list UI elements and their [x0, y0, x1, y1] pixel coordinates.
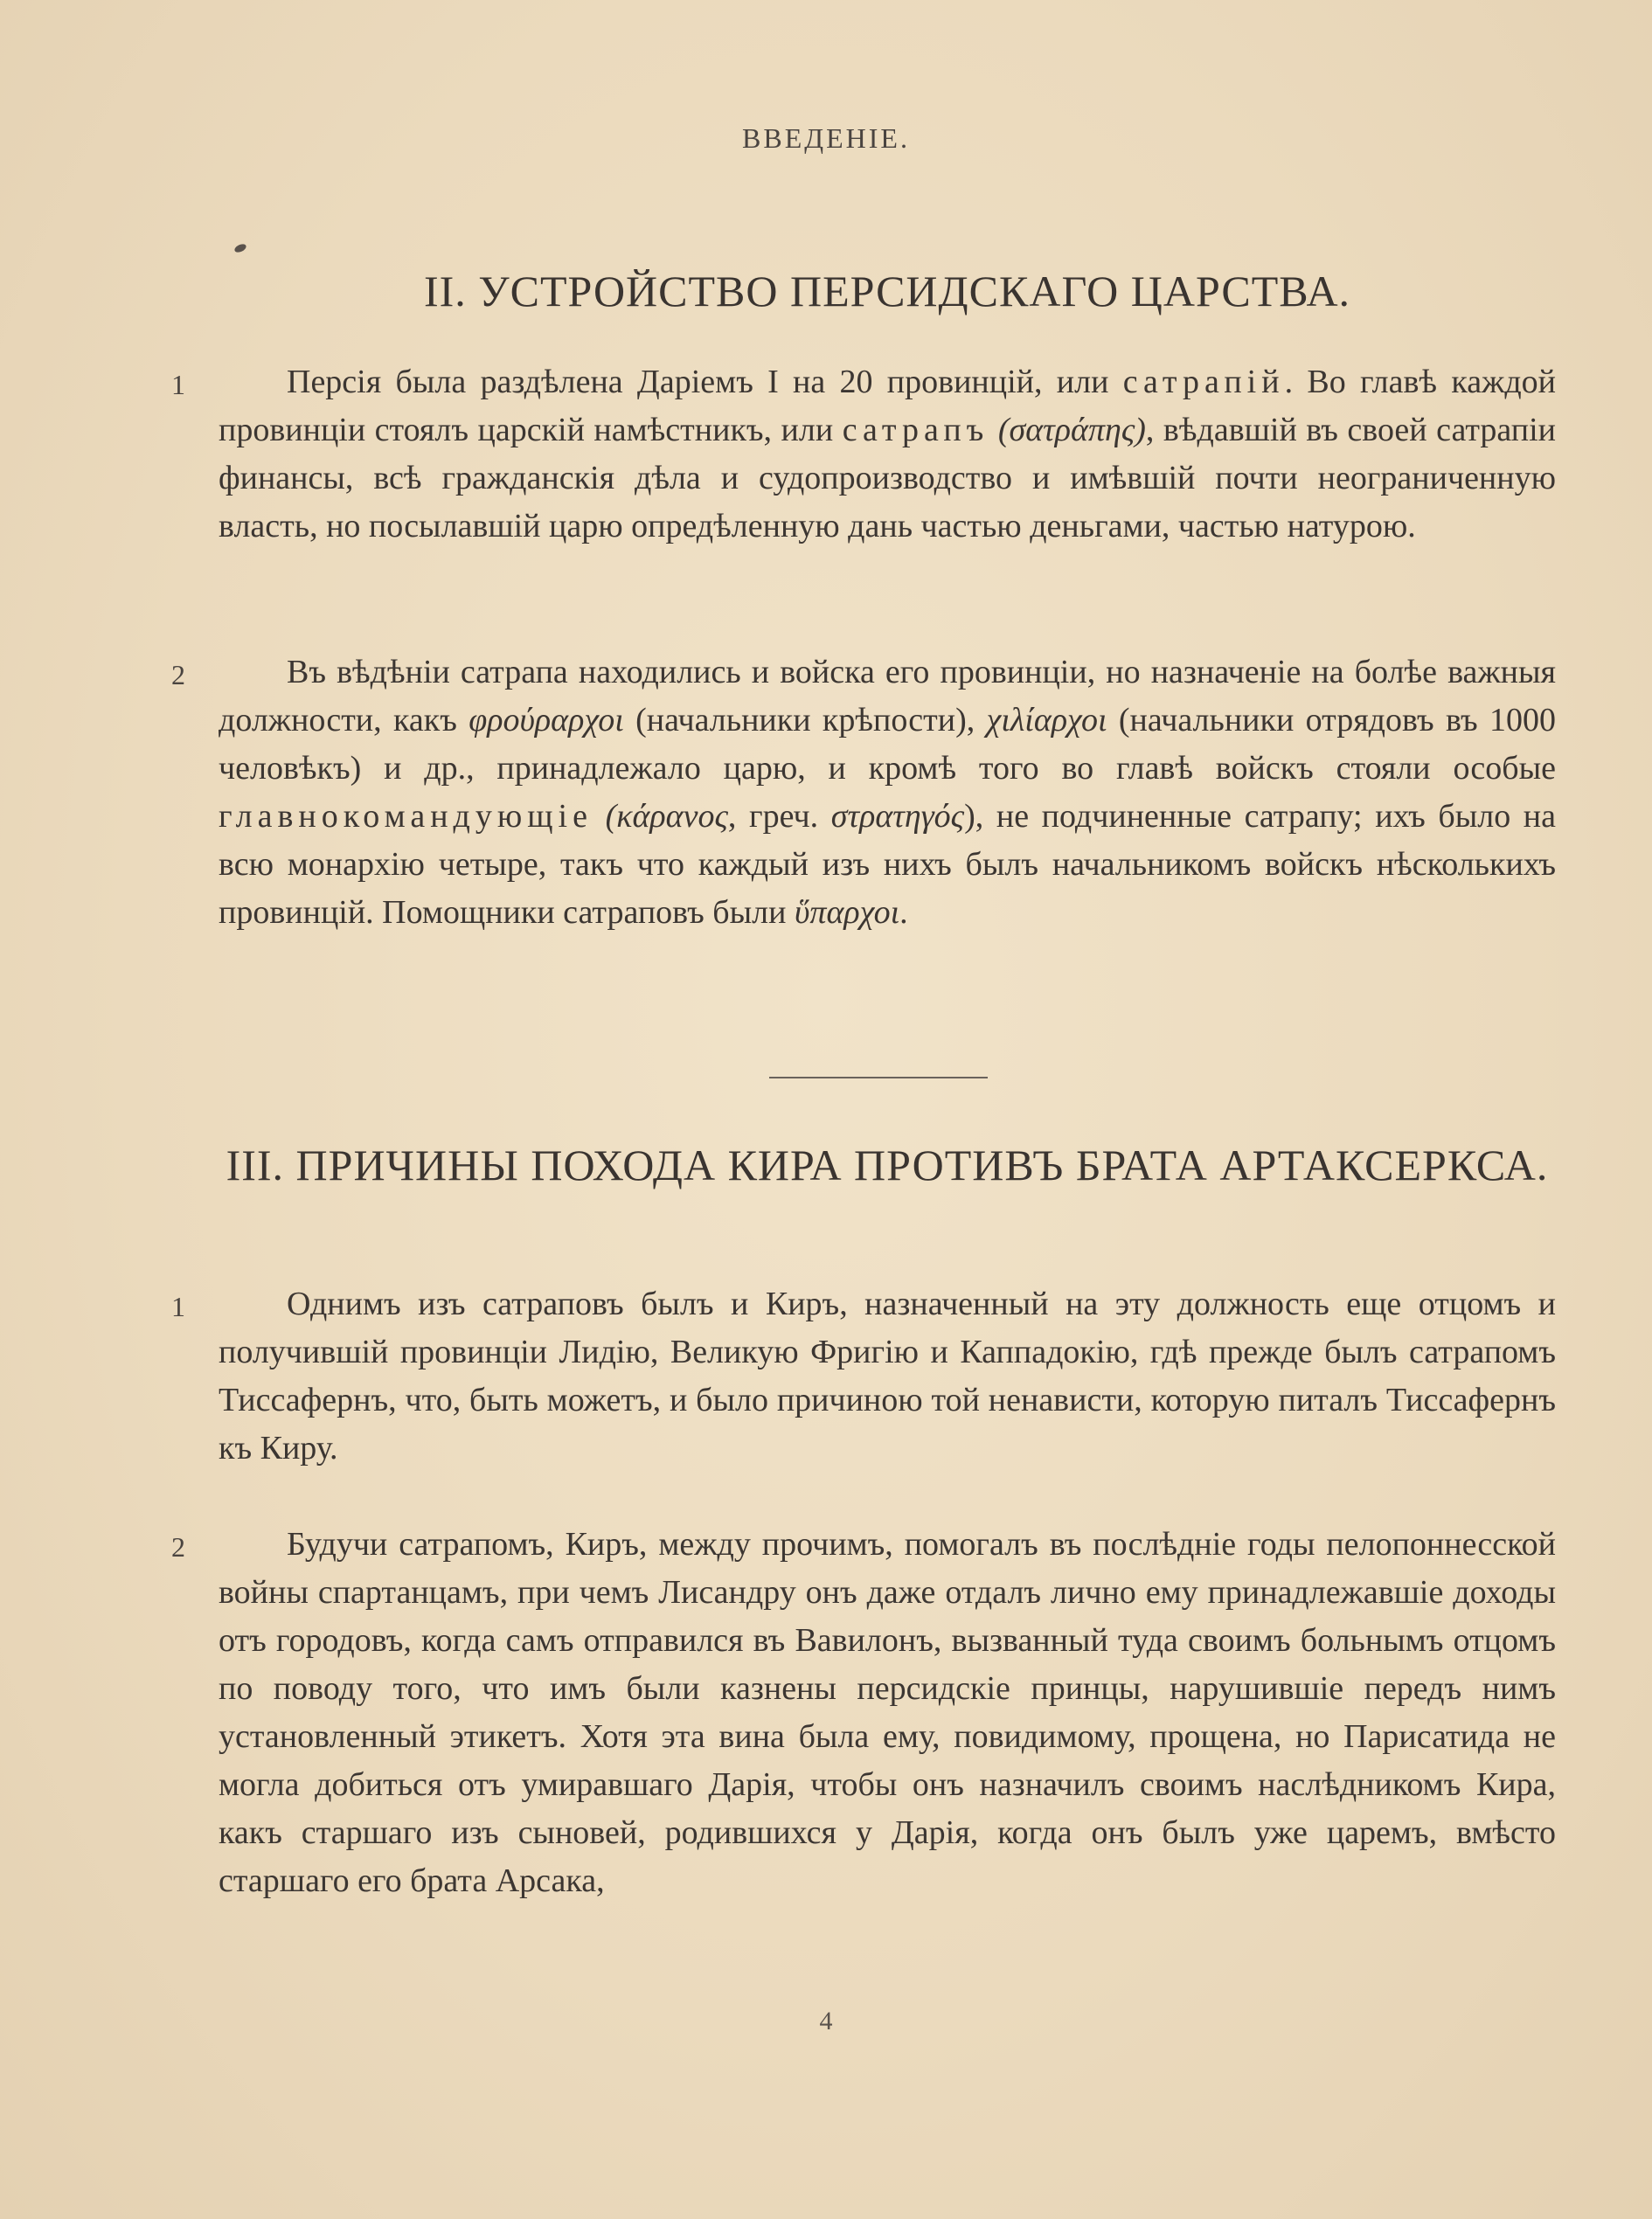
greek-term: ὕπαρχοι — [794, 894, 900, 931]
text-run: . — [899, 894, 908, 931]
section-2-paragraph-1 — [219, 358, 1556, 551]
text-run — [989, 412, 998, 448]
paragraph-number: 1 — [171, 1291, 185, 1322]
section-2-paragraph-2 — [219, 648, 1556, 937]
text-run: ), не подчиненные сатрапу; ихъ было на всю монархію четыре, такъ что каждый изъ нихъ былъ начальникомъ войскъ нѣсколькихъ провинцій. Помощники сатраповъ были — [219, 798, 1557, 931]
spaced-term: главнокомандующіе — [219, 798, 593, 835]
greek-term: (κάρανος — [605, 798, 728, 835]
text-run: , греч. — [727, 798, 831, 835]
greek-term: στρατηγός — [830, 798, 965, 835]
running-head: ВВЕДЕНІЕ. — [742, 122, 910, 154]
spaced-term: сатрапъ — [842, 412, 989, 448]
spaced-term: сатрапій — [1122, 364, 1285, 400]
text-run: . Во главѣ каждой провинціи стоялъ царскій намѣстникъ, или — [219, 364, 1556, 448]
greek-term: φρούραρχοι — [469, 702, 624, 739]
section-divider — [769, 1077, 988, 1078]
page-number: 4 — [819, 2007, 833, 2035]
paragraph-number: 2 — [171, 1531, 185, 1563]
section-2-title: II. УСТРОЙСТВО ПЕРСИДСКАГО ЦАРСТВА. — [423, 267, 1351, 316]
greek-term: (σατράπης) — [997, 412, 1146, 448]
section-3-paragraph-2: Будучи сатрапомъ, Киръ, между прочимъ, помогалъ въ послѣдніе годы пелопоннесской войны спартанцамъ, при чемъ Лисандру онъ даже отдалъ лично ему принадлежавшіе доходы отъ городовъ, когда самъ отправился въ Вавилонъ, вызванный туда своимъ больнымъ отцомъ по поводу того, что имъ были казнены персидскіе принцы, нарушившіе передъ нимъ установленный этикетъ. Хотя эта вина была ему, повидимому, прощена, но Парисатида не могла добиться отъ умиравшаго Дарія, чтобы онъ назначилъ своимъ наслѣдникомъ Кира, какъ старшаго изъ сыновей, родившихся у Дарія, когда онъ былъ уже царемъ, вмѣсто старшаго его брата Арсака, — [219, 1526, 1556, 1899]
paragraph-number: 2 — [171, 659, 185, 690]
ink-blot — [233, 242, 247, 253]
paragraph-number: 1 — [171, 369, 185, 400]
section-3-title: III. ПРИЧИНЫ ПОХОДА КИРА ПРОТИВЪ БРАТА АРТАКСЕРКСА. — [226, 1141, 1549, 1189]
text-run — [593, 798, 606, 835]
greek-term: χιλίαρχοι — [986, 702, 1107, 739]
text-run: (начальники крѣпости), — [623, 702, 987, 739]
text-run: Въ вѣдѣніи сатрапа находились и войска его провинціи, но назначеніе на болѣе важныя должности, какъ — [219, 654, 1556, 739]
section-3-paragraph-1: Однимъ изъ сатраповъ былъ и Киръ, назначенный на эту должность еще отцомъ и получившій провинціи Лидію, Великую Фригію и Каппадокію, гдѣ прежде былъ сатрапомъ Тиссафернъ, что, быть можетъ, и было причиною той ненависти, которую питалъ Тиссафернъ къ Киру. — [219, 1286, 1556, 1467]
text-run: (начальники отрядовъ въ 1000 человѣкъ) и др., принадлежало царю, и кромѣ того во главѣ войскъ стояли особые — [219, 702, 1556, 787]
text-run: , вѣдавшій въ своей сатрапіи финансы, всѣ гражданскія дѣла и судопроизводство и имѣвшій почти неограниченную власть, но посылавшій царю опредѣленную дань частью деньгами, частью натурою. — [219, 412, 1557, 544]
text-run: Персія была раздѣлена Даріемъ I на 20 провинцій, или — [287, 364, 1123, 400]
